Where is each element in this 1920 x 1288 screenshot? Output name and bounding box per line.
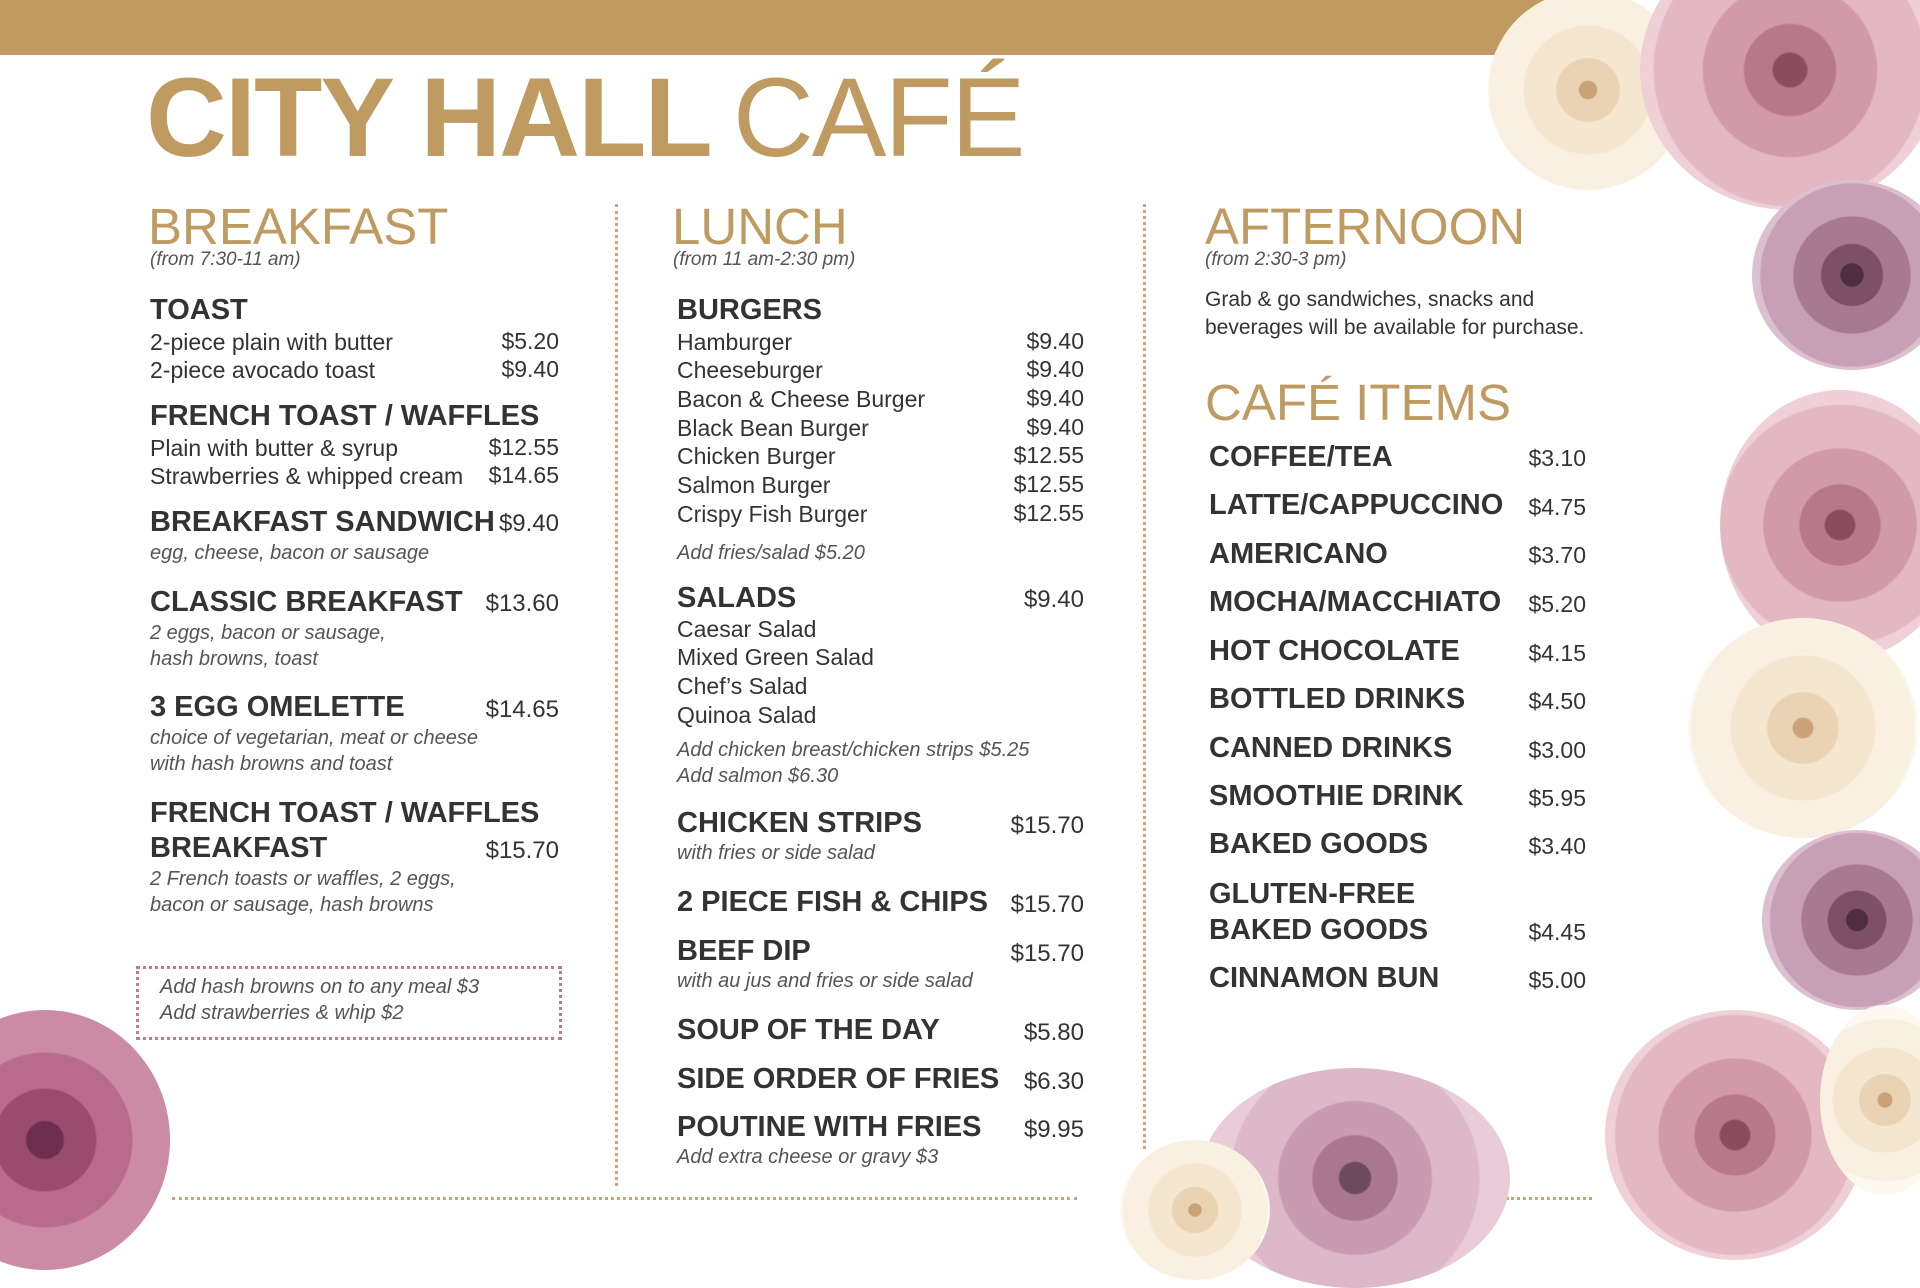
cafe-item-4: MOCHA/MACCHIATO: [1209, 586, 1502, 618]
afternoon-hours: (from 2:30-3 pm): [1205, 249, 1347, 270]
burger-item-4: Black Bean Burger: [677, 415, 869, 441]
top-banner: [0, 0, 1568, 55]
burger-price-4: $9.40: [1026, 414, 1084, 440]
bottom-divider-left: [172, 1197, 1077, 1200]
classic-breakfast-title: CLASSIC BREAKFAST: [150, 586, 463, 618]
salad-item-4: Quinoa Salad: [677, 702, 817, 728]
burger-price-7: $12.55: [1013, 500, 1084, 526]
salad-item-2: Mixed Green Salad: [677, 644, 874, 670]
burgers-title: BURGERS: [677, 294, 823, 326]
poutine-desc: Add extra cheese or gravy $3: [677, 1146, 939, 1168]
toast-price-1: $5.20: [501, 328, 559, 354]
salads-price: $9.40: [1023, 586, 1084, 613]
burger-item-6: Salmon Burger: [677, 472, 831, 498]
ftw-breakfast-title-1: FRENCH TOAST / WAFFLES: [150, 797, 540, 829]
cafe-price-3: $3.70: [1528, 542, 1586, 568]
cafe-item-1: COFFEE/TEA: [1209, 441, 1393, 473]
addon-hash-browns: Add hash browns on to any meal $3: [160, 976, 480, 998]
chicken-strips-title: CHICKEN STRIPS: [677, 807, 922, 839]
toast-item-2: 2-piece avocado toast: [150, 357, 376, 383]
breakfast-sandwich-title: BREAKFAST SANDWICH: [150, 506, 495, 538]
cafe-item-5: HOT CHOCOLATE: [1209, 635, 1460, 667]
chicken-strips-desc: with fries or side salad: [677, 842, 875, 864]
french-toast-price-2: $14.65: [488, 462, 559, 488]
toast-price-2: $9.40: [501, 356, 559, 382]
cafe-item-6: BOTTLED DRINKS: [1209, 683, 1466, 715]
breakfast-hours: (from 7:30-11 am): [150, 249, 301, 270]
bottom-divider-right: [1506, 1197, 1592, 1200]
burger-item-2: Cheeseburger: [677, 357, 823, 383]
french-toast-item-1: Plain with butter & syrup: [150, 435, 399, 461]
omelette-title: 3 EGG OMELETTE: [150, 691, 405, 723]
burger-item-7: Crispy Fish Burger: [677, 501, 868, 527]
title-light: CAFÉ: [732, 55, 1024, 180]
cafe-price-2: $4.75: [1528, 494, 1586, 520]
rose-image: [1688, 618, 1918, 838]
burgers-note: Add fries/salad $5.20: [677, 542, 865, 564]
gluten-free-title-2: BAKED GOODS: [1209, 914, 1429, 946]
classic-breakfast-price: $13.60: [485, 590, 559, 617]
burger-price-6: $12.55: [1013, 471, 1084, 497]
cafe-title: [146, 55, 1024, 180]
salads-note-2: Add salmon $6.30: [677, 765, 839, 787]
rose-image: [1120, 1140, 1270, 1280]
burger-item-3: Bacon & Cheese Burger: [677, 386, 926, 412]
addon-strawberries: Add strawberries & whip $2: [160, 1002, 404, 1024]
title-bold: CITY HALL: [146, 55, 711, 180]
poutine-title: POUTINE WITH FRIES: [677, 1111, 982, 1143]
ftw-breakfast-price: $15.70: [485, 837, 559, 864]
ftw-breakfast-desc-2: bacon or sausage, hash browns: [150, 894, 434, 916]
classic-breakfast-desc-2: hash browns, toast: [150, 648, 318, 670]
french-toast-item-2: Strawberries & whipped cream: [150, 463, 464, 489]
burger-price-1: $9.40: [1026, 328, 1084, 354]
cafe-price-4: $5.20: [1528, 591, 1586, 617]
salad-item-3: Chef’s Salad: [677, 673, 808, 699]
ftw-breakfast-desc-1: 2 French toasts or waffles, 2 eggs,: [150, 868, 456, 890]
afternoon-text-1: Grab & go sandwiches, snacks and: [1205, 288, 1535, 311]
burger-item-5: Chicken Burger: [677, 443, 836, 469]
rose-image: [0, 1010, 170, 1270]
chicken-strips-price: $15.70: [1010, 812, 1084, 839]
cafe-item-2: LATTE/CAPPUCCINO: [1209, 489, 1504, 521]
afternoon-heading: AFTERNOON: [1205, 198, 1526, 255]
beef-dip-price: $15.70: [1010, 940, 1084, 967]
fish-chips-title: 2 PIECE FISH & CHIPS: [677, 886, 989, 918]
breakfast-sandwich-desc: egg, cheese, bacon or sausage: [150, 542, 430, 564]
rose-image: [1640, 0, 1920, 210]
lunch-hours: (from 11 am-2:30 pm): [673, 249, 856, 270]
lunch-heading: LUNCH: [672, 198, 848, 255]
cinnamon-bun-title: CINNAMON BUN: [1209, 962, 1440, 994]
omelette-desc-1: choice of vegetarian, meat or cheese: [150, 727, 478, 749]
salad-item-1: Caesar Salad: [677, 616, 817, 642]
cafe-items-heading: CAFÉ ITEMS: [1205, 374, 1512, 431]
cafe-price-1: $3.10: [1528, 445, 1586, 471]
french-toast-title: FRENCH TOAST / WAFFLES: [150, 400, 540, 432]
breakfast-heading: BREAKFAST: [148, 198, 449, 255]
omelette-desc-2: with hash browns and toast: [150, 753, 393, 775]
cafe-item-7: CANNED DRINKS: [1209, 732, 1453, 764]
salads-note-1: Add chicken breast/chicken strips $5.25: [677, 739, 1030, 761]
poutine-price: $9.95: [1023, 1116, 1084, 1143]
cafe-price-5: $4.15: [1528, 640, 1586, 666]
gluten-free-title-1: GLUTEN-FREE: [1209, 878, 1416, 910]
cafe-price-7: $3.00: [1528, 737, 1586, 763]
soup-price: $5.80: [1023, 1019, 1084, 1046]
cafe-item-9: BAKED GOODS: [1209, 828, 1429, 860]
burger-price-5: $12.55: [1013, 442, 1084, 468]
ftw-breakfast-title-2: BREAKFAST: [150, 832, 328, 864]
column-divider-1: [615, 204, 618, 1186]
cafe-item-3: AMERICANO: [1209, 538, 1388, 570]
burger-price-2: $9.40: [1026, 356, 1084, 382]
column-divider-2: [1143, 204, 1146, 1149]
burger-price-3: $9.40: [1026, 385, 1084, 411]
beef-dip-title: BEEF DIP: [677, 935, 811, 967]
beef-dip-desc: with au jus and fries or side salad: [677, 970, 973, 992]
fries-price: $6.30: [1023, 1068, 1084, 1095]
fish-chips-price: $15.70: [1010, 891, 1084, 918]
cinnamon-bun-price: $5.00: [1528, 967, 1586, 993]
omelette-price: $14.65: [485, 696, 559, 723]
toast-title: TOAST: [150, 294, 248, 326]
burger-item-1: Hamburger: [677, 329, 793, 355]
cafe-price-6: $4.50: [1528, 688, 1586, 714]
afternoon-text-2: beverages will be available for purchase.: [1205, 316, 1585, 339]
breakfast-sandwich-price: $9.40: [498, 510, 559, 537]
cafe-price-8: $5.95: [1528, 785, 1586, 811]
french-toast-price-1: $12.55: [488, 434, 559, 460]
soup-title: SOUP OF THE DAY: [677, 1014, 940, 1046]
gluten-free-price: $4.45: [1528, 919, 1586, 945]
fries-title: SIDE ORDER OF FRIES: [677, 1063, 1000, 1095]
cafe-item-8: SMOOTHIE DRINK: [1209, 780, 1464, 812]
toast-item-1: 2-piece plain with butter: [150, 329, 393, 355]
rose-image: [1762, 830, 1920, 1010]
salads-title: SALADS: [677, 582, 797, 614]
cafe-price-9: $3.40: [1528, 833, 1586, 859]
classic-breakfast-desc-1: 2 eggs, bacon or sausage,: [150, 622, 386, 644]
